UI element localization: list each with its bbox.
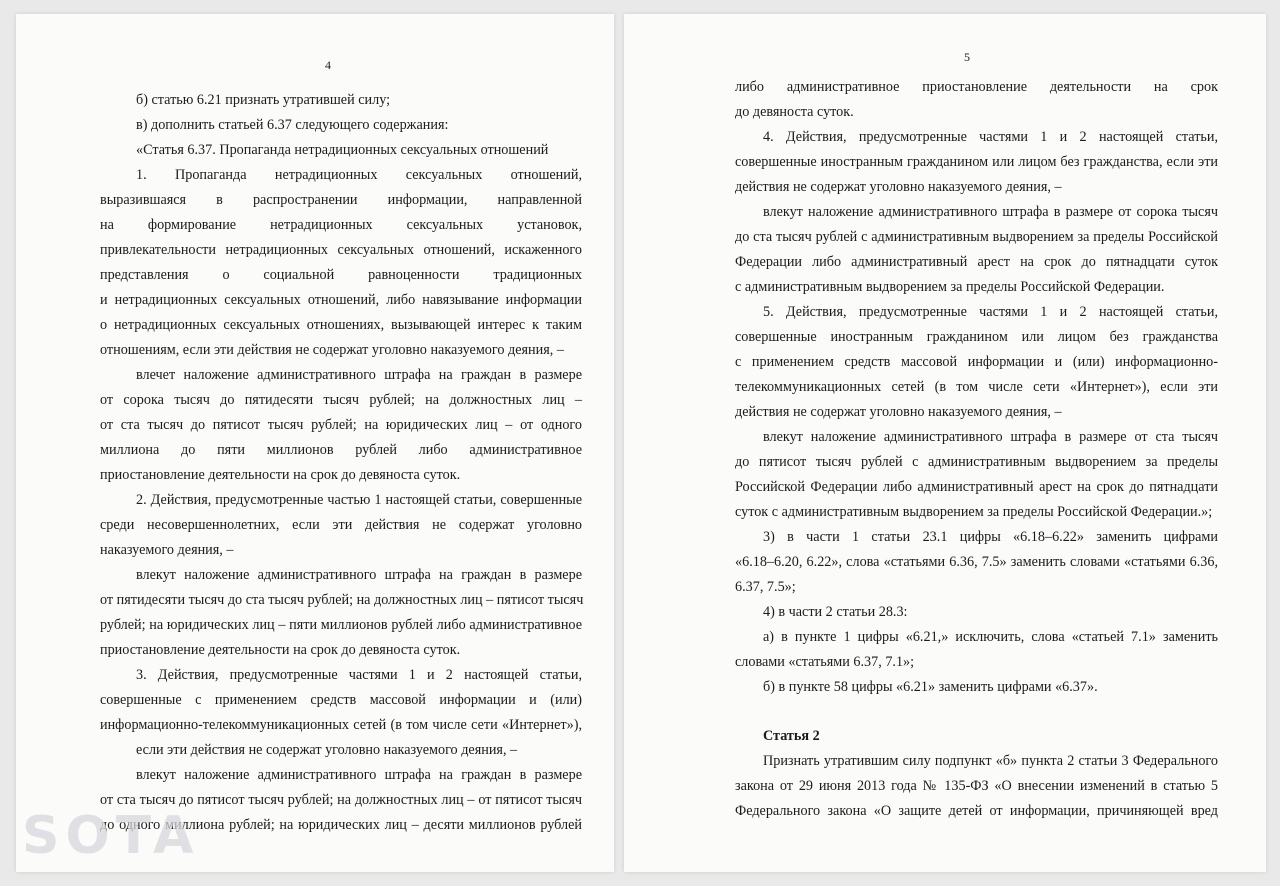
text-line: действия не содержат уголовно наказуемого деяния, –: [735, 179, 1062, 195]
text-line: в) дополнить статьей 6.37 следующего содержания:: [136, 117, 449, 133]
text-line: от ста тысяч до пятисот тысяч рублей; на должностных лиц – от пятисот тысяч: [100, 792, 582, 808]
text-line: до девяноста суток.: [735, 104, 854, 120]
text-line: миллиона до пяти миллионов рублей либо административное: [100, 442, 582, 458]
text-line: а) в пункте 1 цифры «6.21,» исключить, слова «статьей 7.1» заменить: [763, 629, 1218, 645]
text-line: б) в пункте 58 цифры «6.21» заменить цифрами «6.37».: [763, 679, 1098, 695]
text-line: отношениям, если эти действия не содержат уголовно наказуемого деяния, –: [100, 342, 564, 358]
text-line: до пятисот тысяч рублей с административным выдворением за пределы: [735, 454, 1218, 470]
text-line: если эти действия не содержат уголовно наказуемого деяния, –: [136, 742, 518, 758]
text-line: от сорока тысяч до пятидесяти тысяч рублей; на должностных лиц –: [100, 392, 582, 408]
text-line: телекоммуникационных сетей (в том числе сети «Интернет»), если эти: [735, 379, 1218, 395]
text-line: либо административное приостановление деятельности на срок: [735, 79, 1218, 95]
text-line: привлекательности нетрадиционных сексуальных отношений, искаженного: [100, 242, 582, 258]
text-line: суток с административным выдворением за пределы Российской Федерации.»;: [735, 504, 1213, 520]
text-line: совершенные с применением средств массовой информации и (или): [100, 692, 582, 708]
text-line: влекут наложение административного штрафа на граждан в размере: [136, 767, 582, 783]
text-line: до ста тысяч рублей с административным выдворением за пределы Российской: [735, 229, 1218, 245]
page-number: 5: [964, 50, 970, 64]
text-line: 1. Пропаганда нетрадиционных сексуальных отношений,: [136, 167, 582, 183]
text-line: с применением средств массовой информации и (или) информационно-: [735, 354, 1218, 370]
text-line: и нетрадиционных сексуальных отношений, либо навязывание информации: [100, 292, 582, 308]
watermark: SOTA: [22, 806, 200, 866]
text-line: Российской Федерации либо административный арест на срок до пятнадцати: [735, 479, 1218, 495]
text-line: Признать утратившим силу подпункт «б» пункта 2 статьи 3 Федерального: [763, 753, 1218, 769]
text-line: о нетрадиционных сексуальных отношениях, вызывающей интерес к таким: [100, 317, 582, 333]
text-line: Федерального закона «О защите детей от информации, причиняющей вред: [735, 803, 1218, 819]
text-line: на формирование нетрадиционных сексуальных установок,: [100, 217, 582, 233]
text-line: словами «статьями 6.37, 7.1»;: [735, 654, 915, 670]
text-line: совершенные иностранным гражданином или лицом без гражданства: [735, 329, 1218, 345]
text-line: Федерации либо административный арест на срок до пятнадцати суток: [735, 254, 1218, 270]
text-line: 4. Действия, предусмотренные частями 1 и 2 настоящей статьи,: [763, 129, 1218, 145]
text-line: совершенные иностранным гражданином или лицом без гражданства, если эти: [735, 154, 1218, 170]
text-line: до одного миллиона рублей; на юридических лиц – десяти миллионов рублей: [100, 817, 582, 833]
text-line: рублей; на юридических лиц – пяти миллионов рублей либо административное: [100, 617, 582, 633]
article-title: «Статья 6.37. Пропаганда нетрадиционных сексуальных отношений: [136, 142, 549, 158]
text-line: информационно-телекоммуникационных сетей (в том числе сети «Интернет»),: [100, 717, 582, 733]
text-line: с административным выдворением за пределы Российской Федерации.: [735, 279, 1165, 295]
text-line: представления о социальной равноценности традиционных: [100, 267, 582, 283]
text-line: от пятидесяти тысяч до ста тысяч рублей; на должностных лиц – пятисот тысяч: [100, 592, 584, 608]
text-line: б) статью 6.21 признать утратившей силу;: [136, 92, 391, 108]
document-page-left: [16, 14, 614, 872]
text-line: среди несовершеннолетних, если эти действия не содержат уголовно: [100, 517, 582, 533]
text-line: 2. Действия, предусмотренные частью 1 настоящей статьи, совершенные: [136, 492, 582, 508]
text-line: 6.37, 7.5»;: [735, 579, 796, 595]
text-line: влекут наложение административного штрафа в размере от сорока тысяч: [763, 204, 1218, 220]
text-line: 5. Действия, предусмотренные частями 1 и 2 настоящей статьи,: [763, 304, 1218, 320]
article-heading: Статья 2: [763, 728, 820, 744]
text-line: 3) в части 1 статьи 23.1 цифры «6.18–6.22» заменить цифрами: [763, 529, 1218, 545]
text-line: влечет наложение административного штрафа на граждан в размере: [136, 367, 582, 383]
text-line: приостановление деятельности на срок до девяноста суток.: [100, 642, 461, 658]
document-page-right: [624, 14, 1266, 872]
text-line: наказуемого деяния, –: [100, 542, 234, 558]
text-line: выразившаяся в распространении информации, направленной: [100, 192, 582, 208]
text-line: приостановление деятельности на срок до девяноста суток.: [100, 467, 461, 483]
text-line: влекут наложение административного штрафа на граждан в размере: [136, 567, 582, 583]
text-line: влекут наложение административного штрафа в размере от ста тысяч: [763, 429, 1218, 445]
text-line: 4) в части 2 статьи 28.3:: [763, 604, 908, 620]
text-line: от ста тысяч до пятисот тысяч рублей; на юридических лиц – от одного: [100, 417, 582, 433]
text-line: действия не содержат уголовно наказуемого деяния, –: [735, 404, 1062, 420]
text-line: закона от 29 июня 2013 года № 135-ФЗ «О внесении изменений в статью 5: [735, 778, 1218, 794]
page-number: 4: [325, 58, 331, 72]
text-line: «6.18–6.20, 6.22», слова «статьями 6.36, 7.5» заменить словами «статьями 6.36,: [735, 554, 1218, 570]
text-line: 3. Действия, предусмотренные частями 1 и 2 настоящей статьи,: [136, 667, 582, 683]
